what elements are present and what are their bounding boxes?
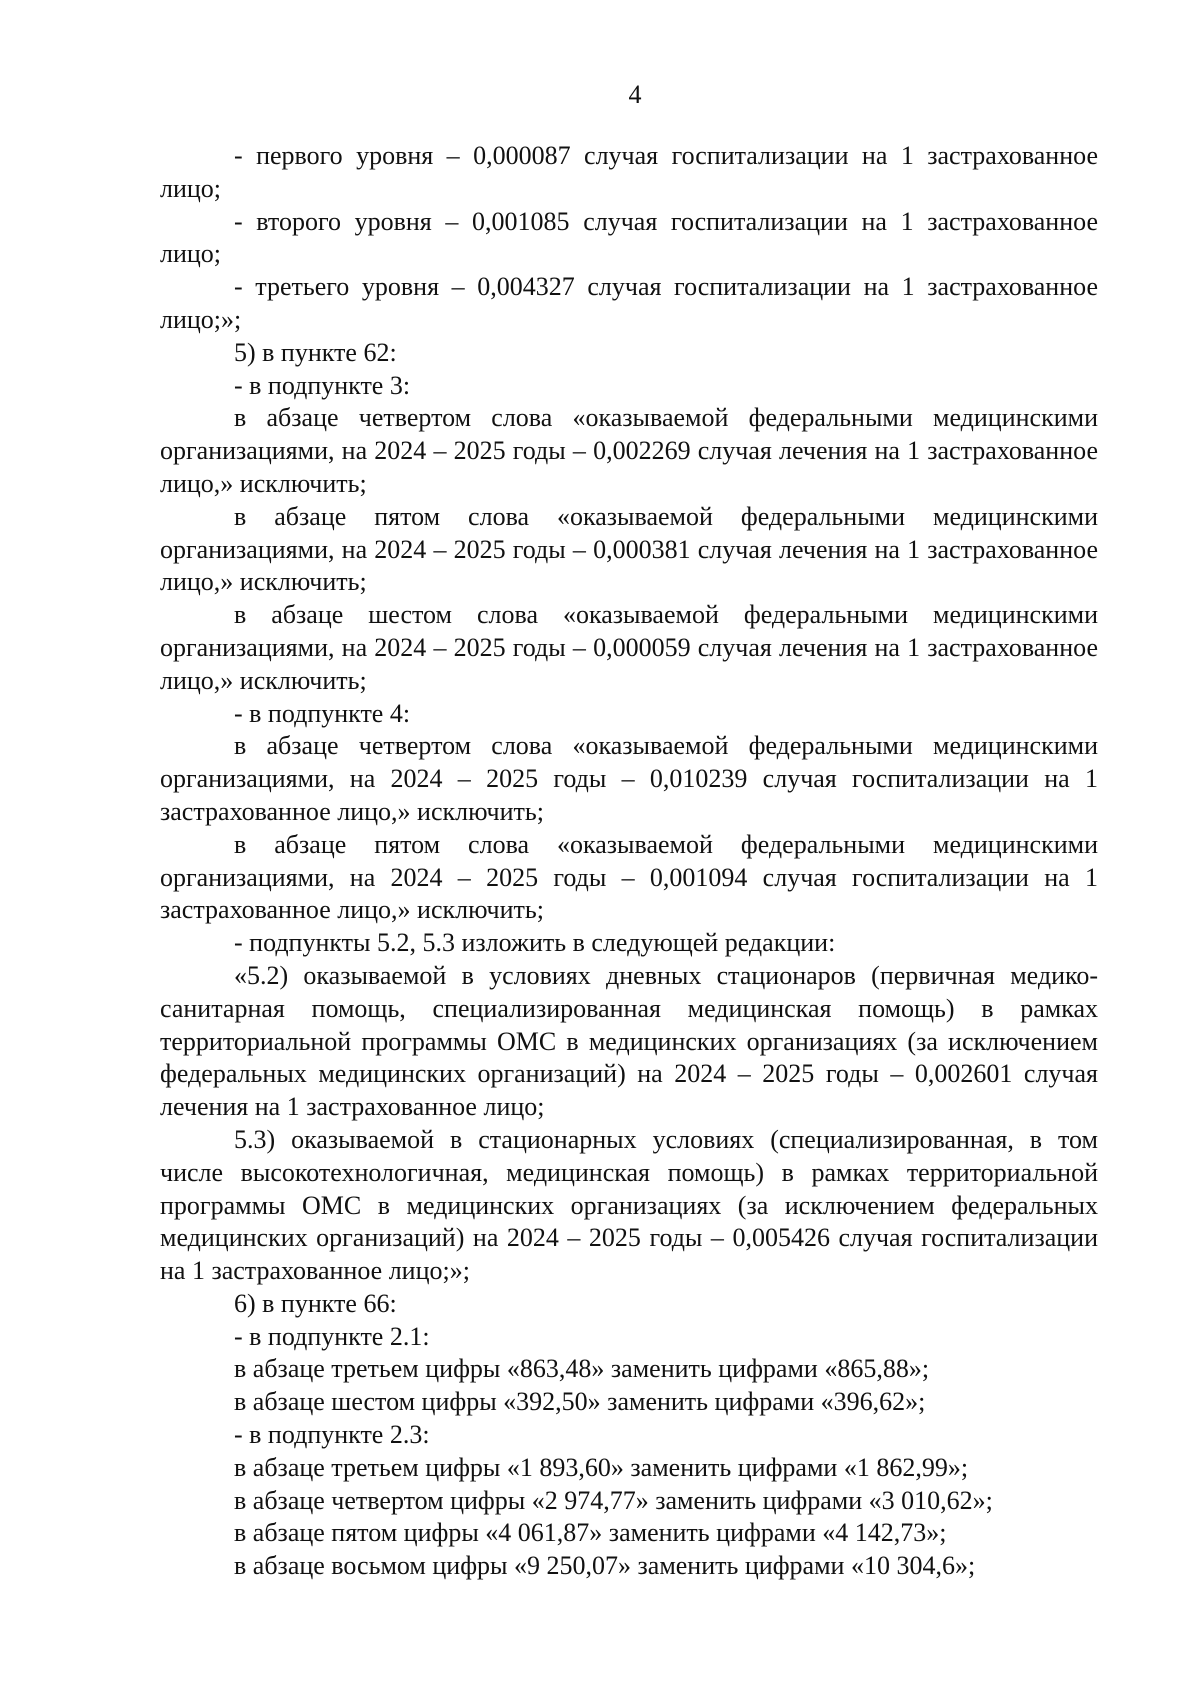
paragraph: - первого уровня – 0,000087 случая госпитализации на 1 застрахованное лицо; [160, 141, 1098, 203]
paragraph: в абзаце четвертом слова «оказываемой федеральными медицинскими организациями, на 2024 – 2025 годы – 0,010239 случая госпитализации на 1 застрахованное лицо,» исключить; [160, 731, 1098, 826]
paragraph: в абзаце шестом слова «оказываемой федеральными медицинскими организациями, на 2024 – 2025 годы – 0,000059 случая лечения на 1 застрахованное лицо,» исключить; [160, 600, 1098, 695]
paragraph: - подпункты 5.2, 5.3 изложить в следующей редакции: [234, 928, 836, 958]
paragraph: в абзаце четвертом слова «оказываемой федеральными медицинскими организациями, на 2024 – 2025 годы – 0,002269 случая лечения на 1 застрахованное лицо,» исключить; [160, 403, 1098, 498]
paragraph: 5.3) оказываемой в стационарных условиях (специализированная, в том числе высокотехнологичная, медицинская помощь) в рамках территориальной программы ОМС в медицинских организациях (за исключением федеральных медицинских организаций) на 2024 – 2025 годы – 0,005426 случая госпитализации на 1 застрахованное лицо;»; [160, 1124, 1098, 1286]
paragraph: - в подпункте 4: [234, 698, 411, 728]
paragraph: - в подпункте 2.1: [234, 1321, 430, 1351]
paragraph: 5) в пункте 62: [234, 337, 397, 367]
paragraph: в абзаце третьем цифры «863,48» заменить цифрами «865,88»; [234, 1354, 930, 1384]
paragraph: в абзаце пятом слова «оказываемой федеральными медицинскими организациями, на 2024 – 2025 годы – 0,000381 случая лечения на 1 застрахованное лицо,» исключить; [160, 501, 1098, 597]
document-body [160, 140, 1098, 1583]
paragraph: 6) в пункте 66: [234, 1288, 397, 1318]
paragraph: в абзаце четвертом цифры «2 974,77» заменить цифрами «3 010,62»; [234, 1485, 993, 1515]
paragraph: - второго уровня – 0,001085 случая госпитализации на 1 застрахованное лицо; [160, 206, 1098, 269]
paragraph: - третьего уровня – 0,004327 случая госпитализации на 1 застрахованное лицо;»; [160, 272, 1098, 334]
paragraph: в абзаце третьем цифры «1 893,60» заменить цифрами «1 862,99»; [234, 1452, 969, 1482]
paragraph: в абзаце восьмом цифры «9 250,07» заменить цифрами «10 304,6»; [234, 1551, 976, 1581]
paragraph: в абзаце пятом цифры «4 061,87» заменить цифрами «4 142,73»; [234, 1518, 947, 1548]
paragraph: в абзаце пятом слова «оказываемой федеральными медицинскими организациями, на 2024 – 2025 годы – 0,001094 случая госпитализации на 1 застрахованное лицо,» исключить; [160, 829, 1098, 925]
paragraph: - в подпункте 3: [234, 370, 411, 400]
paragraph: в абзаце шестом цифры «392,50» заменить цифрами «396,62»; [234, 1387, 926, 1417]
paragraph: - в подпункте 2.3: [234, 1420, 430, 1450]
page-number: 4 [628, 80, 642, 109]
paragraph: «5.2) оказываемой в условиях дневных стационаров (первичная медико-санитарная помощь, специализированная медицинская помощь) в рамках территориальной программы ОМС в медицинских организациях (за исключением федеральных медицинских организаций) на 2024 – 2025 годы – 0,002601 случая лечения на 1 застрахованное лицо; [160, 960, 1098, 1122]
